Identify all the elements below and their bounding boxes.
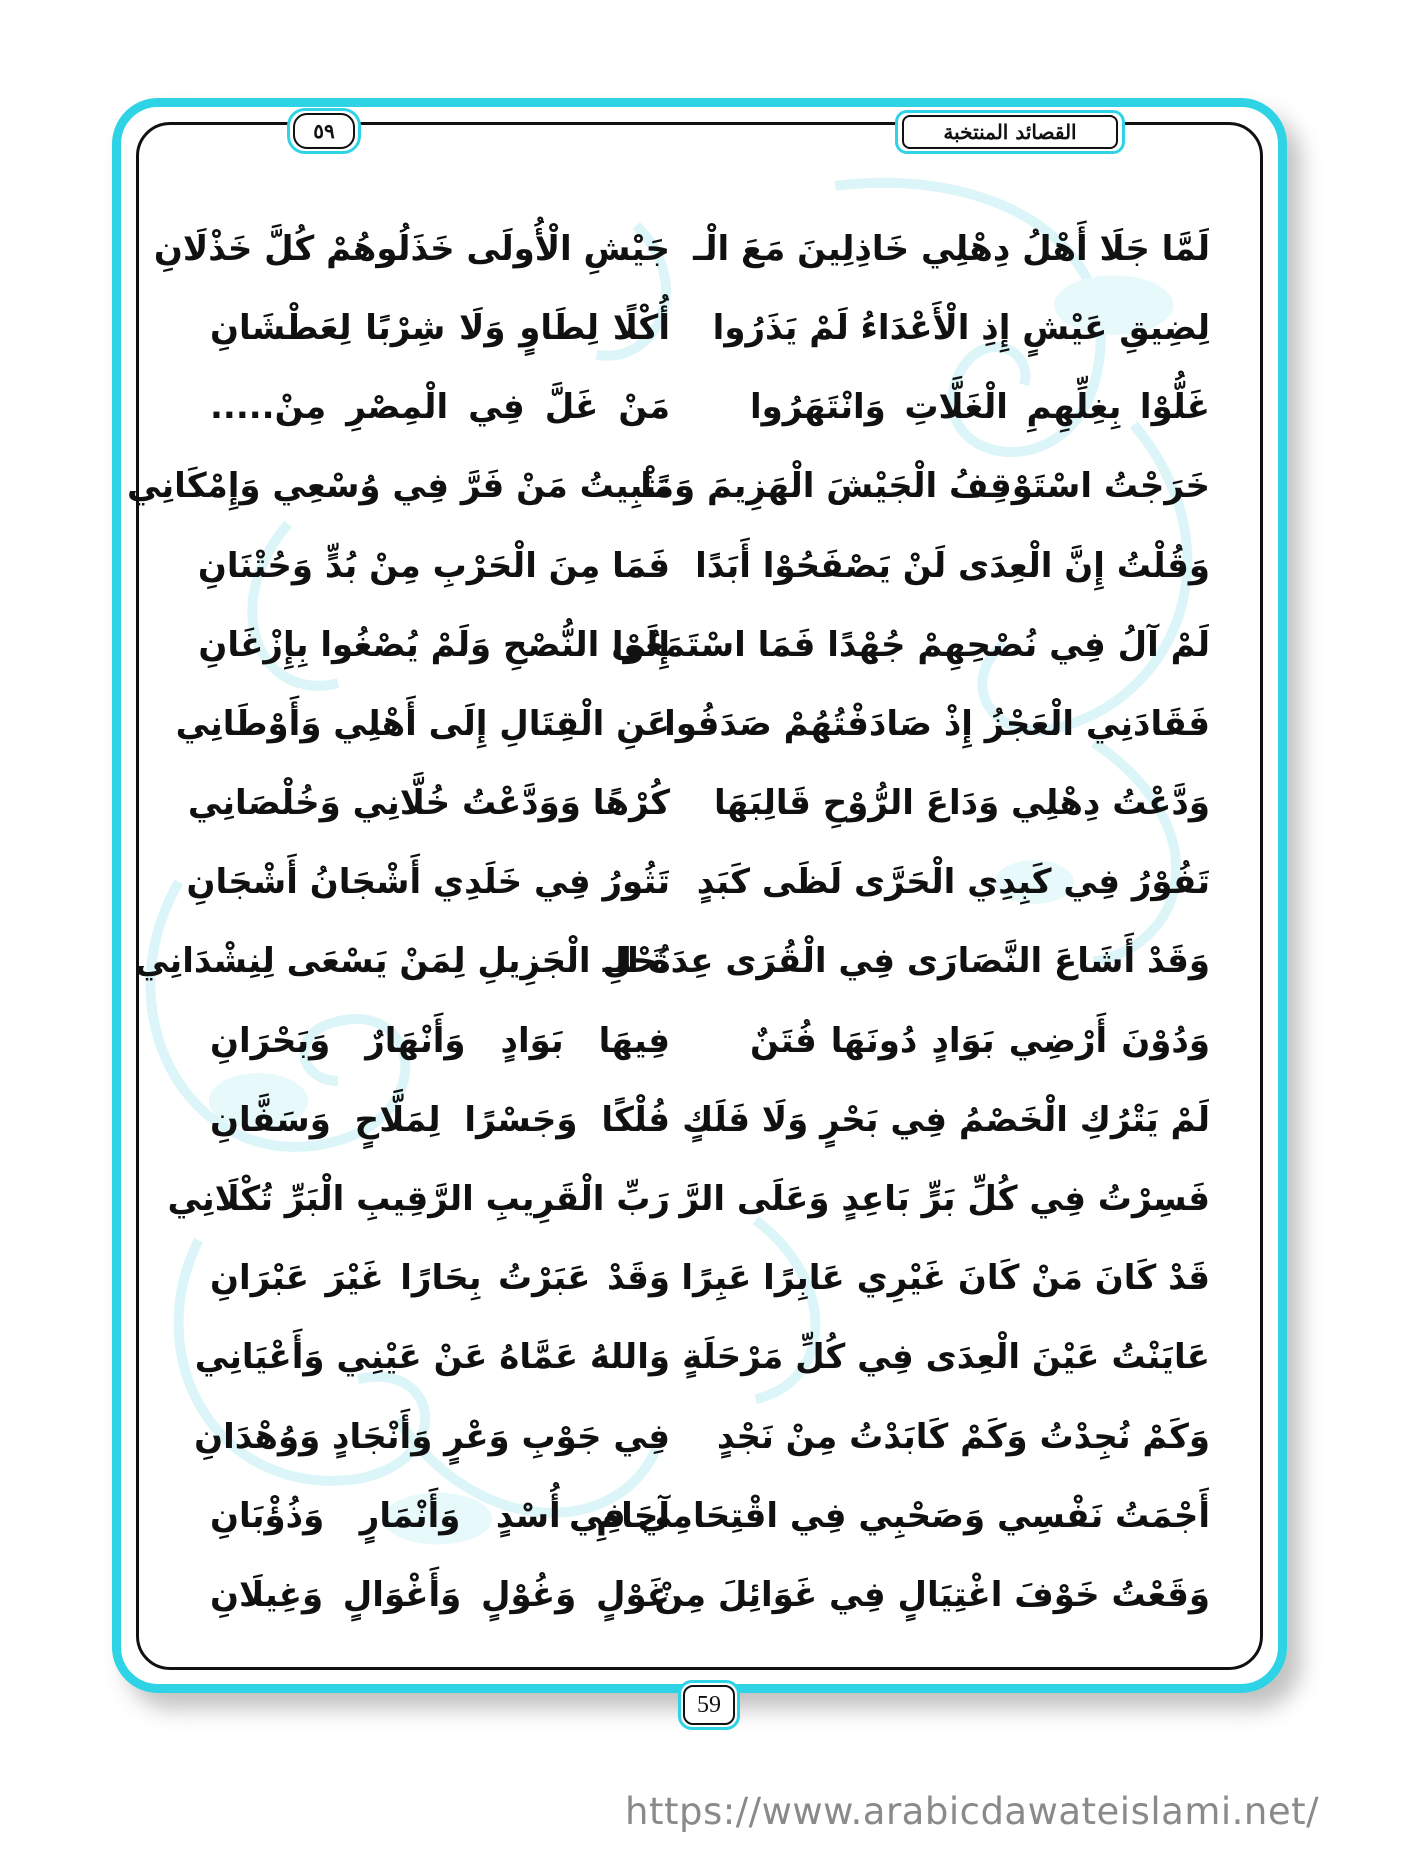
verse-first-hemistich: وَدَّعْتُ دِهْلِي وَدَاعَ الرُّوْحِ قَالِبَهَا	[713, 783, 1210, 824]
verse-row	[194, 1398, 1210, 1477]
verse-row	[210, 1239, 1210, 1318]
verse-second-hemistich: إِلَى النُّصْحِ وَلَمْ يُصْغُوا بِإِزْغَانِ	[198, 624, 670, 665]
verse-first-hemistich: غَلُّوْا بِغِلِّهِمِ الْغَلَّاتِ وَانْتَهَرُوا	[750, 387, 1210, 428]
verse-first-hemistich: وَقُلْتُ إِنَّ الْعِدَى لَنْ يَصْفَحُوْا أَبَدًا	[695, 545, 1210, 586]
book-title-tab	[895, 110, 1125, 154]
verse-second-hemistich: تَثُورُ فِي خَلَدِي أَشْجَانُ أَشْجَانِ	[186, 862, 670, 903]
verse-first-hemistich: لِضِيقِ عَيْشٍ إِذِ الْأَعْدَاءُ لَمْ يَذَرُوا	[712, 307, 1210, 348]
verse-second-hemistich: آجَامِ أُسْدٍ وَأَنْمَارٍ وَذُؤْبَانِ	[210, 1495, 670, 1536]
verse-row	[194, 1319, 1210, 1398]
verse-second-hemistich: رَبِّ الْقَرِيبِ الرَّقِيبِ الْبَرِّ تُكْلَانِي	[167, 1179, 670, 1220]
verse-second-hemistich: كُرْهًا وَوَدَّعْتُ خُلَّانِي وَخُلْصَانِي	[187, 783, 670, 824]
verse-first-hemistich: وَدُوْنَ أَرْضِي بَوَادٍ دُونَهَا فُتَنٌ	[750, 1020, 1210, 1061]
verse-first-hemistich: لَمْ آلُ فِي نُصْحِهِمْ جُهْدًا فَمَا اسْتَمَعُوْا	[611, 624, 1210, 665]
verse-first-hemistich: لَمْ يَتْرُكِ الْخَصْمُ فِي بَحْرٍ وَلَا فَلَكٍ	[682, 1099, 1210, 1140]
verse-first-hemistich: عَايَنْتُ عَيْنَ الْعِدَى فِي كُلِّ مَرْحَلَةٍ	[682, 1337, 1210, 1378]
poem-body	[126, 210, 1210, 1635]
verse-row	[186, 844, 1210, 923]
verse-second-hemistich: وَاللهُ عَمَّاهُ عَنْ عَيْنِي وَأَعْيَانِي	[194, 1337, 670, 1378]
header-page-number: ٥٩	[293, 113, 355, 149]
verse-second-hemistich: عَنِ الْقِتَالِ إِلَى أَهْلِي وَأَوْطَانِي	[175, 703, 670, 744]
verse-first-hemistich: قَدْ كَانَ مَنْ كَانَ غَيْرِي عَابِرًا عَبِرًا	[681, 1258, 1210, 1299]
verse-first-hemistich: خَرَجْتُ اسْتَوْقِفُ الْجَيْشَ الْهَزِيمَ وَمَا	[640, 466, 1210, 507]
verse-second-hemistich: فِي جَوْبِ وَعْرٍ وَأَنْجَادٍ وَوُهْدَانِ	[194, 1416, 670, 1457]
footer-page-number: 59	[683, 1685, 735, 1725]
verse-row	[153, 210, 1210, 289]
verse-row	[210, 1081, 1210, 1160]
book-title: القصائد المنتخبة	[902, 115, 1118, 149]
verse-first-hemistich: تَفُوْرُ فِي كَبِدِي الْحَرَّى لَظَى كَبَدٍ	[696, 862, 1210, 903]
verse-second-hemistich: فِيهَا بَوَادٍ وَأَنْهَارٌ وَبَحْرَانِ	[210, 1020, 670, 1061]
verse-second-hemistich: أُكْلًا لِطَاوٍ وَلَا شِرْبًا لِعَطْشَانِ	[210, 307, 670, 348]
verse-second-hemistich: فَمَا مِنَ الْحَرْبِ مِنْ بُدٍّ وَحُتْنَانِ	[197, 545, 670, 586]
footer-page-number-tab	[678, 1680, 740, 1730]
verse-row	[210, 1556, 1210, 1635]
verse-row	[197, 527, 1210, 606]
verse-row	[167, 1160, 1210, 1239]
verse-second-hemistich: جَيْشِ الْأُولَى خَذَلُوهُمْ كُلَّ خَذْلَانِ	[153, 228, 670, 269]
verse-first-hemistich: فَقَادَنِي الْعَجْزُ إِذْ صَادَفْتُهُمْ صَدَفُوا	[664, 703, 1210, 744]
verse-row	[187, 764, 1210, 843]
verse-first-hemistich: وَقَدْ أَشَاعَ النَّصَارَى فِي الْقُرَى عِدَةَ الـ	[602, 941, 1210, 982]
verse-second-hemistich: فُلْكًا وَجَسْرًا لِمَلَّاحٍ وَسَفَّانِ	[210, 1099, 670, 1140]
header-page-number-tab	[287, 108, 361, 154]
verse-second-hemistich: غَوْلٍ وَغُوْلٍ وَأَغْوَالٍ وَغِيلَانِ	[210, 1574, 670, 1615]
verse-second-hemistich: مَنْ غَلَّ فِي الْمِصْرِ مِنْ.....	[210, 387, 670, 428]
verse-first-hemistich: وَكَمْ نُجِدْتُ وَكَمْ كَابَدْتُ مِنْ نَجْدٍ	[716, 1416, 1210, 1457]
verse-row	[210, 368, 1210, 447]
verse-first-hemistich: لَمَّا جَلَا أَهْلُ دِهْلِي خَاذِلِينَ مَعَ الْـ	[693, 228, 1210, 269]
verse-row	[126, 448, 1210, 527]
verse-first-hemistich: أَجْمَتُ نَفْسِي وَصَحْبِي فِي اقْتِحَامِي فِي	[569, 1495, 1210, 1536]
verse-first-hemistich: وَقَعْتُ خَوْفَ اغْتِيَالٍ فِي غَوَائِلَ مِنْ	[654, 1574, 1210, 1615]
verse-row	[198, 606, 1210, 685]
verse-second-hemistich: تَثْبِيتُ مَنْ فَرَّ فِي وُسْعِي وَإِمْكَانِي	[126, 466, 670, 507]
verse-row	[210, 289, 1210, 368]
verse-first-hemistich: فَسِرْتُ فِي كُلِّ بَرٍّ بَاعِدٍ وَعَلَى الرَّ	[679, 1179, 1210, 1220]
verse-second-hemistich: نُحْلِ الْجَزِيلِ لِمَنْ يَسْعَى لِنِشْدَانِي	[135, 941, 670, 982]
verse-row	[210, 1477, 1210, 1556]
verse-row	[135, 923, 1210, 1002]
verse-row	[210, 1002, 1210, 1081]
verse-second-hemistich: وَقَدْ عَبَرْتُ بِحَارًا غَيْرَ عَبْرَانِ	[210, 1258, 670, 1299]
source-url-watermark: https://www.arabicdawateislami.net/	[625, 1790, 1320, 1833]
verse-row	[175, 685, 1210, 764]
